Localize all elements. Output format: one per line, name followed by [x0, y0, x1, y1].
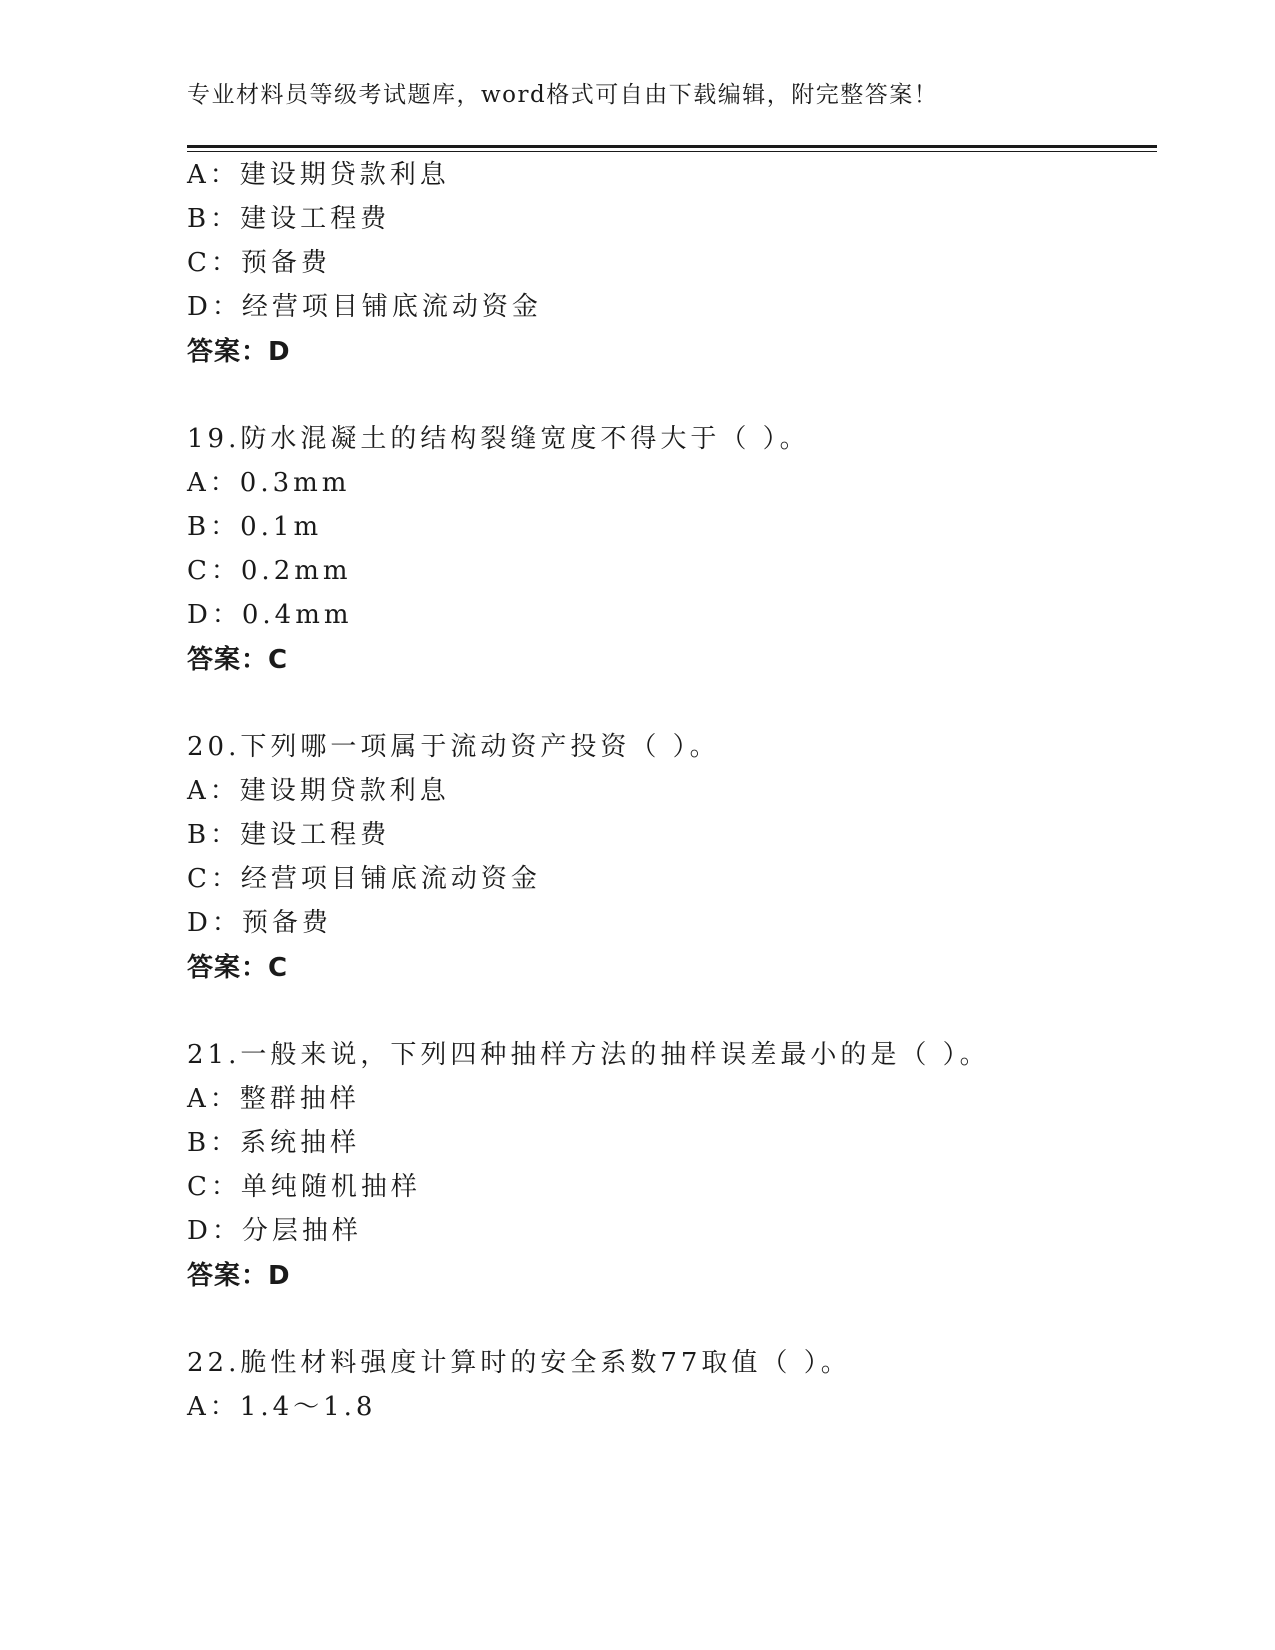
option-c: C：经营项目铺底流动资金: [187, 864, 541, 894]
option-b: B：建设工程费: [187, 820, 391, 850]
page-header: 专业材料员等级考试题库，word格式可自由下载编辑，附完整答案！: [187, 82, 939, 108]
header-rule-thin: [187, 151, 1157, 152]
option-a: A：建设期贷款利息: [187, 776, 450, 806]
answer: 答案：C: [187, 953, 289, 983]
question-stem: 19.防水混凝土的结构裂缝宽度不得大于（ ）。: [187, 424, 810, 454]
answer: 答案：D: [187, 1261, 291, 1291]
option-b: B：系统抽样: [187, 1128, 361, 1158]
option-a: A：0.3mm: [187, 468, 351, 498]
question-stem: 21.一般来说，下列四种抽样方法的抽样误差最小的是（ ）。: [187, 1040, 990, 1070]
option-b: B：0.1m: [187, 512, 323, 542]
option-d: D：0.4mm: [187, 600, 353, 630]
question-stem: 22.脆性材料强度计算时的安全系数77取值（ ）。: [187, 1348, 851, 1378]
option-c: C：0.2mm: [187, 556, 352, 586]
answer: 答案：C: [187, 645, 289, 675]
option-d: D：经营项目铺底流动资金: [187, 292, 542, 322]
option-a: A：建设期贷款利息: [187, 160, 450, 190]
header-rule-thick: [187, 145, 1157, 148]
option-d: D：分层抽样: [187, 1216, 362, 1246]
option-a: A：整群抽样: [187, 1084, 360, 1114]
option-c: C：预备费: [187, 248, 331, 278]
answer: 答案：D: [187, 337, 291, 367]
option-b: B：建设工程费: [187, 204, 391, 234]
option-a: A：1.4～1.8: [187, 1392, 377, 1422]
option-c: C：单纯随机抽样: [187, 1172, 421, 1202]
question-stem: 20.下列哪一项属于流动资产投资（ ）。: [187, 732, 720, 762]
option-d: D：预备费: [187, 908, 332, 938]
